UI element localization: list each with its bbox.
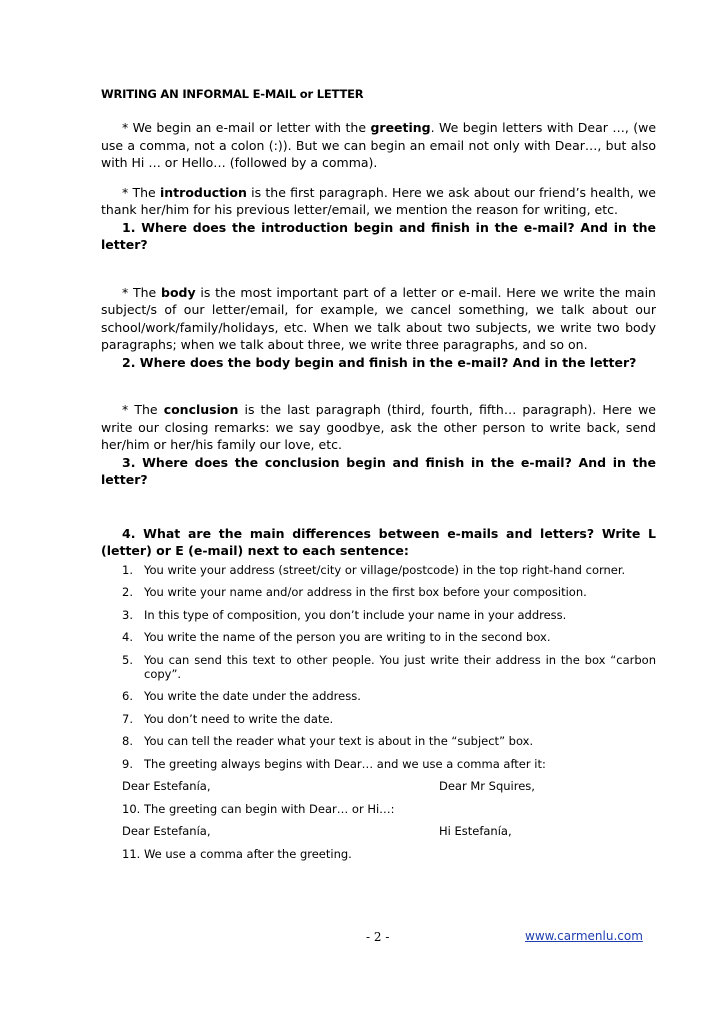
item-text: You write the date under the address. bbox=[144, 689, 361, 703]
item-number: 5. bbox=[122, 652, 133, 667]
list-item bbox=[122, 712, 656, 726]
item-text: You write the name of the person you are writing to in the second box. bbox=[144, 630, 551, 644]
item-number: 2. bbox=[122, 585, 133, 599]
body-post: is the most important part of a letter or e-mail. Here we write the main subject/s of our letter/email, for example, we cancel something, we talk about our school/work/family/holidays, etc. When we talk about two subjects, we write two body paragraphs; when we talk about three, we write three paragraphs, and so on. bbox=[101, 284, 656, 352]
conclusion-pre: * The bbox=[122, 402, 164, 417]
item-number: 8. bbox=[122, 734, 133, 748]
item-text: You don’t need to write the date. bbox=[144, 711, 334, 726]
list-item bbox=[122, 734, 656, 748]
sentence-list bbox=[101, 563, 656, 861]
item-number: 1. bbox=[122, 562, 133, 577]
example-right: Dear Mr Squires, bbox=[439, 779, 535, 793]
body-term: body bbox=[161, 284, 196, 300]
example-right: Hi Estefanía, bbox=[439, 824, 512, 838]
greeting-post: . We begin letters with Dear …, (we use a comma, not a colon (:)). But we can begin an email not only with Dear…, but also with Hi … or Hello… (followed by a comma). bbox=[101, 120, 657, 170]
greeting-paragraph bbox=[101, 119, 656, 172]
document-title: WRITING AN INFORMAL E-MAIL or LETTER bbox=[101, 87, 364, 101]
list-item bbox=[122, 653, 656, 681]
introduction-paragraph bbox=[101, 184, 656, 219]
example-left: Dear Estefanía, bbox=[122, 824, 211, 838]
item-text: In this type of composition, you don’t include your name in your address. bbox=[144, 607, 567, 622]
greeting-example-2 bbox=[122, 824, 656, 838]
item-number: 9. bbox=[122, 756, 133, 771]
question-1: 1. Where does the introduction begin and finish in the e-mail? And in the letter? bbox=[101, 219, 656, 252]
list-item bbox=[122, 608, 656, 622]
item-text: You can tell the reader what your text is about in the “subject” box. bbox=[144, 734, 534, 748]
item-text: You write your address (street/city or village/postcode) in the top right-hand corner. bbox=[144, 562, 626, 577]
list-item bbox=[122, 630, 656, 644]
question-2: 2. Where does the body begin and finish in the e-mail? And in the letter? bbox=[122, 354, 637, 370]
list-item-11: 11. We use a comma after the greeting. bbox=[122, 846, 352, 861]
list-item-10: 10. The greeting can begin with Dear… or Hi…: bbox=[122, 801, 395, 816]
list-item bbox=[122, 689, 656, 703]
document-content bbox=[101, 86, 656, 869]
greeting-example-1 bbox=[122, 779, 656, 793]
conclusion-post: is the last paragraph (third, fourth, fifth… paragraph). Here we write our closing remarks: we say goodbye, ask the other person to write back, send her/him or her/his family our love, etc. bbox=[101, 402, 656, 452]
conclusion-term: conclusion bbox=[163, 402, 239, 417]
item-text: The greeting always begins with Dear… and we use a comma after it: bbox=[144, 756, 546, 771]
introduction-pre: * The bbox=[122, 184, 160, 200]
introduction-post: is the first paragraph. Here we ask about our friend’s health, we thank her/him for his previous letter/email, we mention the reason for writing, etc. bbox=[101, 184, 657, 217]
item-number: 6. bbox=[122, 689, 133, 703]
greeting-pre: * We begin an e-mail or letter with the bbox=[122, 120, 371, 135]
greeting-term: greeting bbox=[370, 120, 431, 135]
item-text: You write your name and/or address in the first box before your composition. bbox=[144, 585, 587, 599]
conclusion-paragraph bbox=[101, 401, 656, 454]
body-pre: * The bbox=[122, 284, 161, 300]
item-number: 3. bbox=[122, 607, 133, 622]
item-text: You can send this text to other people. You just write their address in the box “carbon copy”. bbox=[144, 652, 656, 681]
item-number: 4. bbox=[122, 630, 133, 644]
list-item bbox=[122, 757, 656, 771]
body-paragraph bbox=[101, 284, 656, 354]
page-number: - 2 - bbox=[366, 930, 390, 944]
introduction-term: introduction bbox=[160, 184, 247, 200]
list-item bbox=[122, 563, 656, 577]
list-item bbox=[122, 585, 656, 599]
item-number: 7. bbox=[122, 711, 133, 726]
question-4: 4. What are the main differences between e-mails and letters? Write L (letter) or E (e-mail) next to each sentence: bbox=[101, 525, 656, 558]
question-3: 3. Where does the conclusion begin and finish in the e-mail? And in the letter? bbox=[101, 454, 656, 487]
example-left: Dear Estefanía, bbox=[122, 779, 211, 793]
website-link[interactable]: www.carmenlu.com bbox=[525, 929, 643, 943]
